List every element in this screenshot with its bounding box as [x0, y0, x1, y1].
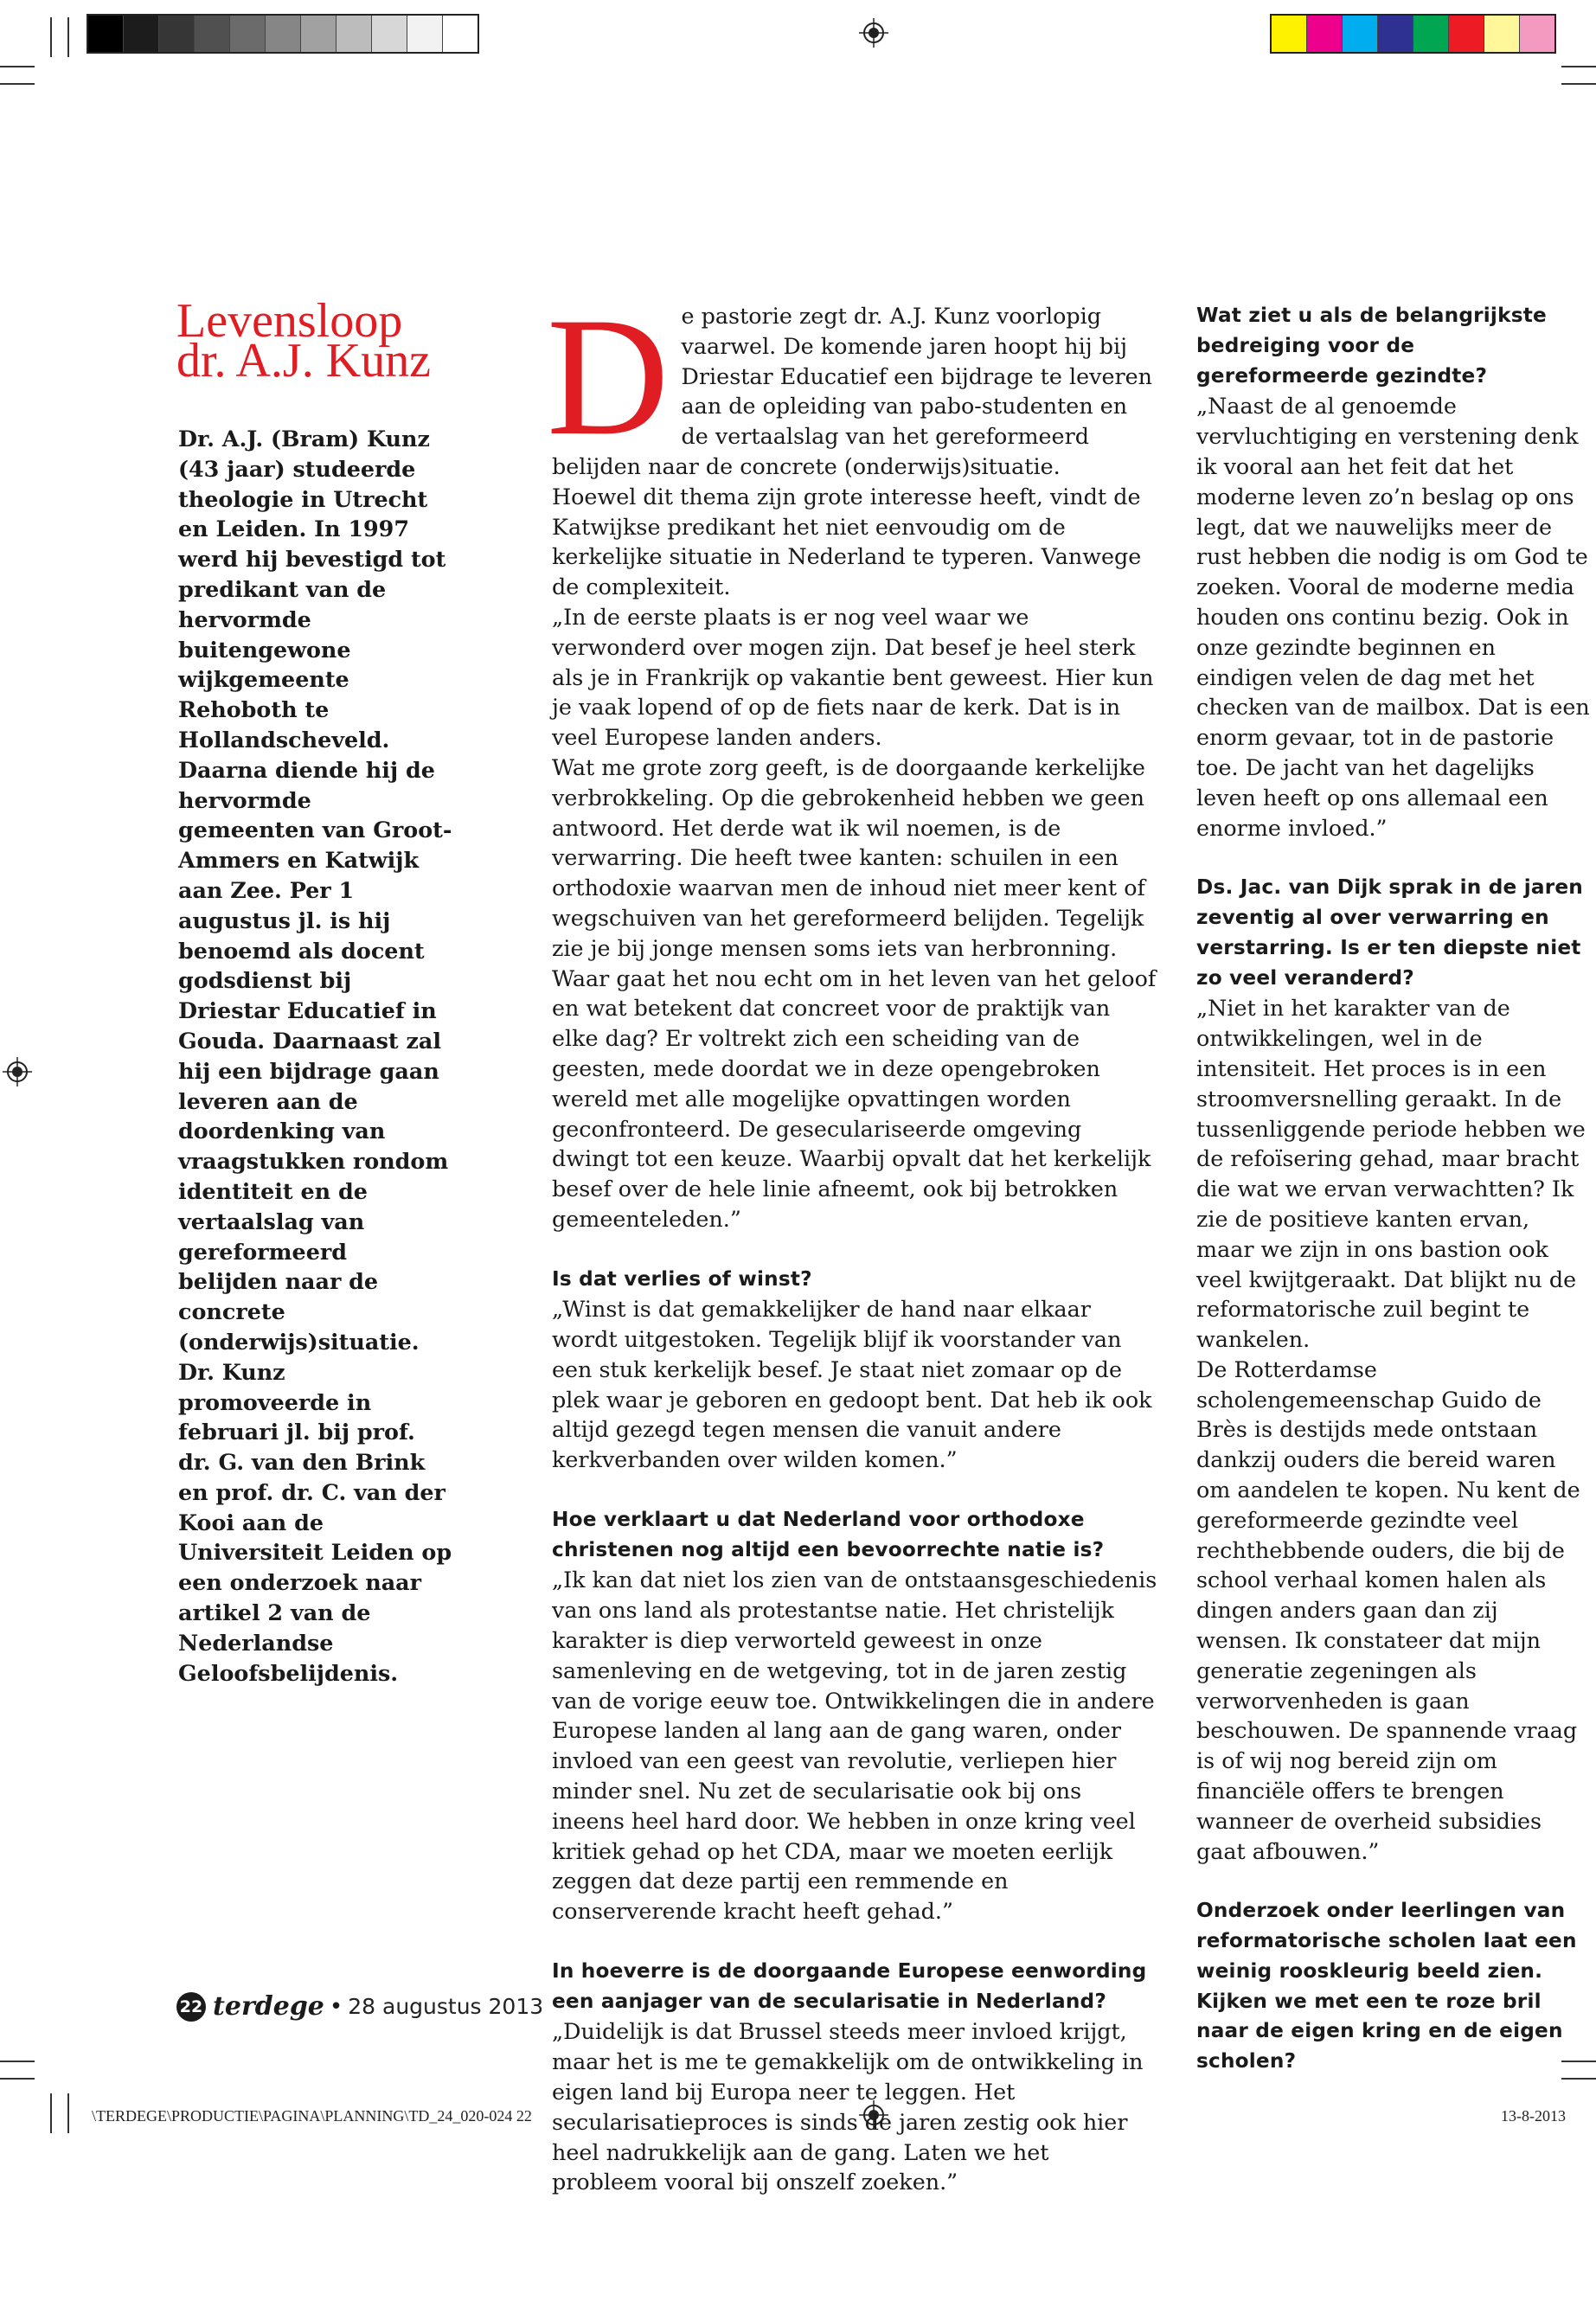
color-swatch [230, 16, 266, 52]
gray-color-bar [87, 14, 479, 54]
slug-date: 13-8-2013 [1501, 2107, 1566, 2125]
color-swatch [266, 16, 301, 52]
crop-mark [1561, 2078, 1596, 2080]
sidebar-bio: Dr. A.J. (Bram) Kunz (43 jaar) studeerde theologie in Utrecht en Leiden. In 1997 werd hij bevestigd tot predikant van de hervormde buitengewone wijkgemeente Rehoboth te Hollandscheveld. Daarna diende hij de hervormde gemeenten van Groot-Ammers en Katwijk aan Zee. Per 1 augustus jl. is hij benoemd als docent godsdienst bij Driestar Educatief in Gouda. Daarnaast zal hij een bijdrage gaan leveren aan de doordenking van vraagstukken rondom identiteit en de vertaalslag van gereformeerd belijden naar de concrete (onderwijs)situatie. Dr. Kunz promoveerde in februari jl. bij prof. dr. G. van den Brink en prof. dr. C. van der Kooi aan de Universiteit Leiden op een onderzoek naar artikel 2 van de Nederlandse Geloofsbelijdenis. [178, 426, 452, 1686]
registration-mark-icon [3, 1057, 32, 1086]
interview-answer: De Rotterdamse scholengemeenschap Guido de Brès is destijds mede ontstaan dankzij ouders die bereid waren om aandelen te kopen. Nu kent de gereformeerde gezindte veel rechthebbende ouders, die bij de school verhaal komen halen als dingen anders gaan dan zij wensen. Ik constateer dat mijn generatie zegeningen als verworvenheden is gaan beschouwen. De spannende vraag is of wij nog bereid zijn om financiële offers te brengen wanneer de overheid subsidies gaat afbouwen.” [1196, 1356, 1580, 1864]
article-column-middle [547, 283, 1157, 2197]
color-swatch [1307, 16, 1343, 52]
color-swatch [301, 16, 337, 52]
crop-mark [0, 83, 35, 85]
color-swatch [337, 16, 372, 52]
crop-mark [0, 2078, 35, 2080]
interview-question: In hoeverre is de doorgaande Europese eenwording een aanjager van de secularisatie in Nederland? [552, 1958, 1147, 2013]
color-swatch [443, 16, 478, 52]
interview-answer: „Ik kan dat niet los zien van de ontstaansgeschiedenis van ons land als protestantse natie. Het christelijk karakter is diep verworteld geweest in onze samenleving en de wetgeving, tot in de jaren zestig van de vorige eeuw toe. Ontwikkelingen die in andere Europese landen al lang aan de gang waren, onder invloed van een geest van revolutie, verliepen hier minder snel. Nu zet de secularisatie ook bij ons ineens heel hard door. We hebben in onze kring veel kritiek gehad op het CDA, maar we moeten eerlijk zeggen dat deze partij een remmende en conserverende kracht heeft gehad.” [552, 1567, 1157, 1925]
color-swatch [372, 16, 407, 52]
crop-mark [50, 17, 52, 57]
interview-answer: „Duidelijk is dat Brussel steeds meer invloed krijgt, maar het is me te gemakkelijk om de ontwikkeling in eigen land bij Europa neer te leggen. Het secularisatieproces is sinds de jaren zestig ook hier heel nadrukkelijk aan de gang. Laten we het probleem vooral bij onszelf zoeken.” [552, 2018, 1144, 2195]
sidebar-title [176, 294, 462, 388]
color-swatch [159, 16, 195, 52]
color-swatch [1449, 16, 1484, 52]
article-intro: e pastorie zegt dr. A.J. Kunz voorlopig vaarwel. De komende jaren hoopt hij bij Driestar Educatief een bijdrage te leveren aan de opleiding van pabo-studenten en de vertaalslag van het gereformeerd belijden naar de concrete (onderwijs)situatie. [552, 303, 1153, 479]
color-swatch [1520, 16, 1554, 52]
crop-mark [0, 66, 35, 67]
interview-question: Onderzoek onder leerlingen van reformatorische scholen laat een weinig rooskleurig beeld zien. Kijken we met een te roze bril naar de eigen kring en de eigen scholen? [1196, 1899, 1577, 2073]
crop-mark [67, 17, 69, 57]
crop-mark [1561, 83, 1596, 85]
sidebar-title-line-1: Levensloop [176, 294, 403, 348]
footer-bullet: • [329, 1993, 343, 2020]
color-swatch [1378, 16, 1413, 52]
cmyk-color-bar [1270, 14, 1556, 54]
article-paragraph: „In de eerste plaats is er nog veel waar we verwonderd over mogen zijn. Dat besef je heel sterk als je in Frankrijk op vakantie bent geweest. Hier kun je vaak lopend of op de fiets naar de kerk. Dat is in veel Europese landen anders. [552, 603, 1154, 751]
crop-mark [0, 2061, 35, 2062]
interview-question: Wat ziet u als de belangrijkste bedreiging voor de gereformeerde gezindte? [1196, 304, 1547, 388]
interview-answer: „Niet in het karakter van de ontwikkelingen, wel in de intensiteit. Het proces is in een stroomversnelling geraakt. In de tussenliggende periode hebben we de refoïsering gehad, maar bracht die wat we ervan verwachtten? Ik zie de positieve kanten ervan, maar we zijn in ons bastion ook veel kwijtgeraakt. Dat blijkt nu de reformatorische zuil begint te wankelen. [1196, 995, 1586, 1353]
slug-file-path: \TERDEGE\PRODUCTIE\PAGINA\PLANNING\TD_24_020-024 22 [92, 2107, 532, 2125]
interview-question: Hoe verklaart u dat Nederland voor orthodoxe christenen nog altijd een bevoorrechte natie is? [552, 1507, 1105, 1561]
page-footer [176, 1991, 543, 2022]
registration-mark-icon [859, 18, 888, 48]
color-swatch [407, 16, 443, 52]
color-swatch [88, 16, 124, 52]
color-swatch [1343, 16, 1378, 52]
crop-mark [1561, 66, 1596, 67]
color-swatch [1272, 16, 1307, 52]
article-paragraph: Hoewel dit thema zijn grote interesse heeft, vindt de Katwijkse predikant het niet eenvoudig om de kerkelijke situatie in Nederland te typeren. Vanwege de complexiteit. [552, 483, 1142, 600]
crop-mark [67, 2093, 69, 2133]
interview-answer: „Naast de al genoemde vervluchtiging en verstening denk ik vooral aan het feit dat het moderne leven zo’n beslag op ons legt, dat we nauwelijks meer de rust hebben die nodig is om God te zoeken. Vooral de moderne media houden ons continu bezig. Ook in onze gezindte beginnen en eindigen velen de dag met het checken van de mailbox. Dat is een enorm gevaar, tot in de pastorie toe. De jacht van het dagelijks leven heeft op ons allemaal een enorme invloed.” [1196, 393, 1590, 841]
interview-question: Ds. Jac. van Dijk sprak in de jaren zeventig al over verwarring en verstarring. Is er ten diepste niet zo veel veranderd? [1196, 875, 1583, 990]
publication-date: 28 augustus 2013 [348, 1994, 544, 2019]
color-swatch [1484, 16, 1520, 52]
crop-mark [50, 2093, 52, 2133]
interview-answer: „Winst is dat gemakkelijker de hand naar elkaar wordt uitgestoken. Tegelijk blijf ik voorstander van een stuk kerkelijk besef. Je staat niet zomaar op de plek waar je geboren en gedoopt bent. Dat heb ik ook altijd gezegd tegen mensen die vanuit andere kerkverbanden over wilden komen.” [552, 1296, 1152, 1473]
sidebar-title-line-2: dr. A.J. Kunz [176, 334, 431, 388]
color-swatch [195, 16, 230, 52]
magazine-logo: terdege [213, 1991, 324, 2022]
article-column-right [1196, 301, 1590, 2077]
article-paragraph: Wat me grote zorg geeft, is de doorgaande kerkelijke verbrokkeling. Op die gebrokenheid hebben we geen antwoord. Het derde wat ik wil noemen, is de verwarring. Die heeft twee kanten: schuilen in een orthodoxie waarvan men de inhoud niet meer kent of wegschuiven van het gereformeerd belijden. Tegelijk zie je bij jonge mensen soms iets van herbronning. Waar gaat het nou echt om in het leven van het geloof en wat betekent dat concreet voor de praktijk van elke dag? Er voltrekt zich een scheiding van de geesten, mede doordat we in deze opengebroken wereld met alle mogelijke opvattingen worden geconfronteerd. De geseculariseerde omgeving dwingt tot een keuze. Waarbij opvalt dat het kerkelijk besef over de hele linie afneemt, ook bij betrokken gemeenteleden.” [552, 753, 1157, 1232]
interview-question: Is dat verlies of winst? [552, 1266, 812, 1291]
color-swatch [1413, 16, 1449, 52]
drop-cap: D [547, 283, 670, 471]
page-number-badge: 22 [176, 1992, 206, 2022]
color-swatch [124, 16, 159, 52]
